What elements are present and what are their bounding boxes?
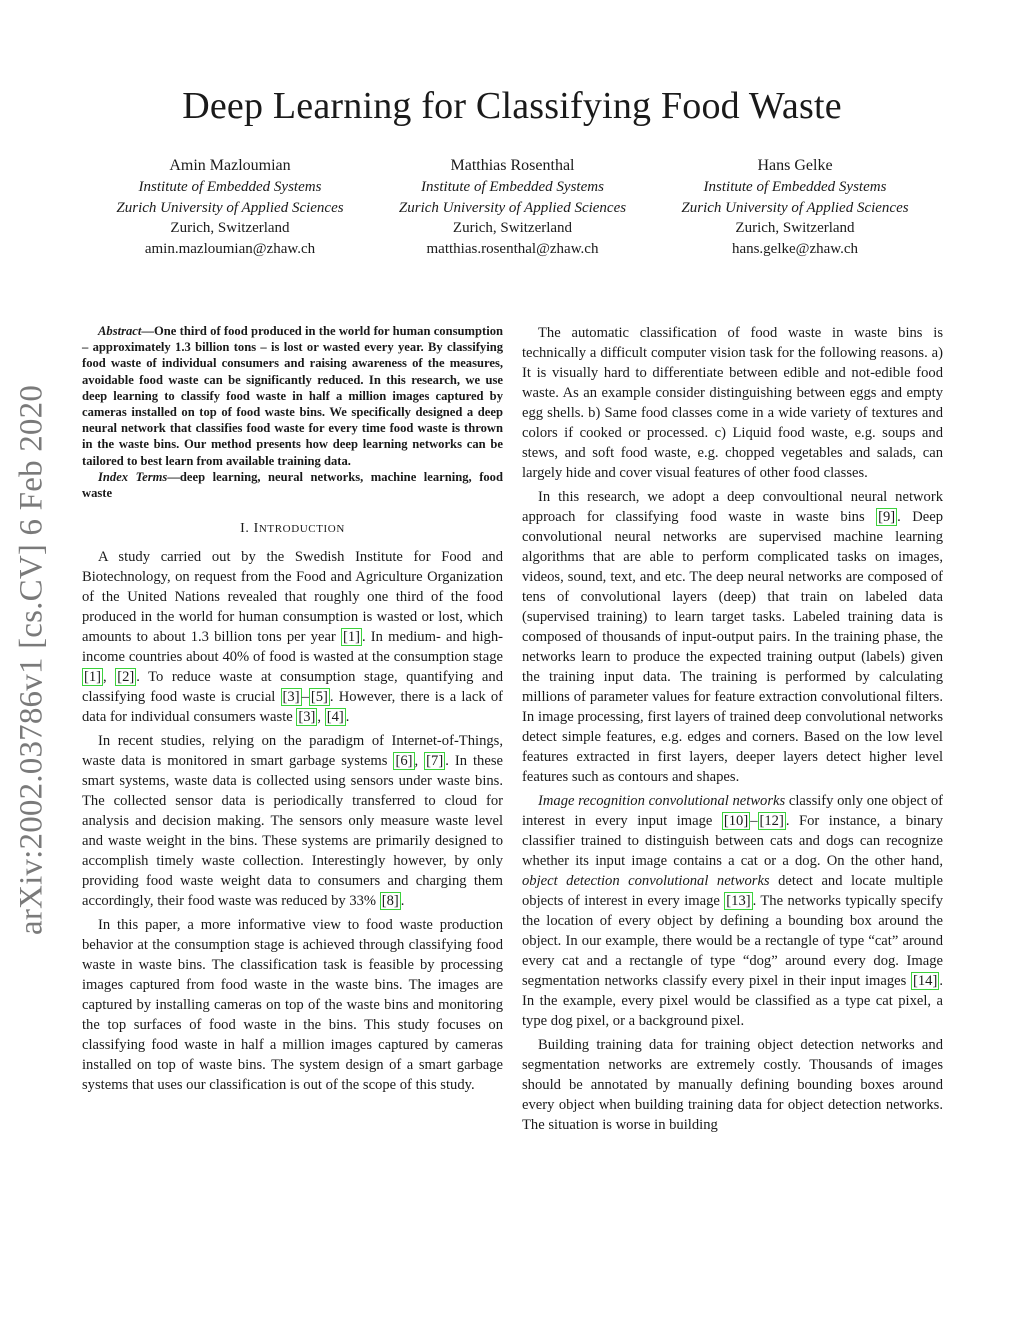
text-run: . For instance, a binary classifier trained to distinguish between cats and dogs can recognize whether its input image contains a cat or a dog. On the other hand, xyxy=(522,813,943,869)
abstract-lead: Abstract xyxy=(98,324,142,338)
text-run: In recent studies, relying on the paradigm of Internet-of-Things, waste data is monitored in smart garbage systems xyxy=(82,733,503,770)
citation-link[interactable]: [9] xyxy=(878,509,896,525)
text-run: – xyxy=(301,689,309,706)
text-run: . xyxy=(345,709,350,726)
author-3 xyxy=(655,155,935,259)
citation-link[interactable]: [5] xyxy=(310,689,328,706)
right-paragraph-1: The automatic classification of food waste in waste bins is technically a difficult computer vision task for the following reasons. a) It is visually hard to differentiate between edible and not-edible food waste. As an example consider distinguishing between eggs and empty egg shells. b) Same food classes come in a wide variety of textures and colors if cooked or processed. c) Liquid food waste, e.g. soups and stews, and soft food waste, e.g. chopped vegetables and salads, can largely hide and cover visual features of other food classes. xyxy=(522,325,943,481)
author-1 xyxy=(90,155,370,259)
text-run: , xyxy=(317,709,325,726)
text-run: . The networks typically specify the location of every object by defining a bounding box around the object. In our example, there would be a rectangle of type “cat” around every cat and a rectangle of type “dog” around every dog. Image segmentation networks classify every pixel in their input images xyxy=(522,893,943,989)
index-terms xyxy=(82,469,503,501)
intro-paragraph-1 xyxy=(82,547,503,727)
right-column xyxy=(522,323,943,1139)
author-institute: Institute of Embedded Systems xyxy=(421,179,604,195)
author-email: matthias.rosenthal@zhaw.ch xyxy=(426,240,599,257)
section-initial: I xyxy=(253,521,259,537)
text-run: , xyxy=(414,753,425,770)
citation-link[interactable]: [1] xyxy=(342,629,360,646)
intro-paragraph-3: In this paper, a more informative view to food waste production behavior at the consumption stage is achieved through classifying food waste in waste bins. The classification task is feasible by processing images captured from food waste in the waste bins. The images are captured by installing cameras on top of the waste bins and monitoring the top surfaces of food waste in the bins. This study focuses on classifying food waste in half a million images captured by cameras installed on top of waste bins. The system design of a smart garbage systems that uses our classification is out of the scope of this study. xyxy=(82,917,503,1094)
section-rest: NTRODUCTION xyxy=(258,523,345,536)
author-university: Zurich University of Applied Sciences xyxy=(116,199,344,216)
citation-link[interactable]: [7] xyxy=(426,753,444,770)
citation-link[interactable]: [3] xyxy=(298,709,316,726)
citation-link[interactable]: [2] xyxy=(117,669,135,686)
author-location: Zurich, Switzerland xyxy=(452,220,573,236)
abstract-text: —One third of food produced in the world for human consumption – approximately 1.3 billion tons – is lost or wasted every year. By classifying food waste of individual consumers and raising awareness of the measures, avoidable food waste can be significantly reduced. In this research, we use deep learning to classify food waste in half a million images captured by cameras installed on top of food waste bins. We specifically designed a deep neural network that classifies food waste for every time food waste is thrown in the waste bins. Our method presents how deep learning networks can be tailored to best learn from available training data. xyxy=(82,324,503,468)
text-run: . However, there is a lack of data for individual consumers waste xyxy=(82,689,503,726)
citation-link[interactable]: [13] xyxy=(726,893,751,909)
text-run: . In the example, every pixel would be classified as a type cat pixel, a type dog pixel, or a background pixel. xyxy=(522,973,943,1029)
right-paragraph-3 xyxy=(522,791,943,1031)
text-run: , xyxy=(103,669,116,686)
citation-link[interactable]: [6] xyxy=(395,753,413,770)
right-paragraph-2 xyxy=(522,487,943,787)
author-block xyxy=(90,155,935,259)
left-column xyxy=(82,323,503,1099)
index-terms-lead: Index Terms xyxy=(98,469,168,484)
author-email: hans.gelke@zhaw.ch xyxy=(731,240,859,257)
emphasis-term: object detection convolutional networks xyxy=(522,873,770,889)
author-institute: Institute of Embedded Systems xyxy=(138,179,322,195)
section-number: I. xyxy=(240,521,254,537)
text-run: – xyxy=(750,813,758,829)
citation-link[interactable]: [1] xyxy=(84,669,102,686)
author-name: Matthias Rosenthal xyxy=(450,157,575,174)
paper-title: Deep Learning for Classifying Food Waste xyxy=(182,85,842,127)
author-name: Amin Mazloumian xyxy=(169,157,291,174)
text-run: . Deep convolutional neural networks are supervised machine learning algorithms that are able to perform complicated tasks on images, videos, sound, text, and etc. The deep neural networks are composed of tens of convolutional layers (deep) that train on labeled data (supervised training) to learn target tasks. Labeled training data is composed of thousands of input-output pairs. In the training phase, the networks learn to produce the expected training output (labels) given the training input data. The training is performed by calculating millions of parameter values for feature extraction convolutional filters. In image processing, first layers of trained deep convolutional networks detect simple features, e.g. edges and corners. Based on the low level features extracted in first layers, deeper layers detect higher level features such as contours and shapes. xyxy=(522,509,943,785)
intro-paragraph-2 xyxy=(82,731,503,911)
citation-link[interactable]: [3] xyxy=(282,689,300,706)
author-institute: Institute of Embedded Systems xyxy=(703,179,887,195)
text-run: . In these smart systems, waste data is collected using sensors under waste bins. The collected sensor data is periodically transferred to cloud for analysis and decision making. The sensors only measure waste level and waste weight in the bins. These systems are primarily designed to accomplish timely waste collection. Interestingly however, by only providing food waste weight data to consumers and charging them accordingly, their food waste was reduced by 33% xyxy=(82,753,503,910)
arxiv-identifier-stamp: arXiv:2002.03786v1 [cs.CV] 6 Feb 2020 xyxy=(13,385,50,936)
text-run: classify only one object of interest in every input image xyxy=(522,793,944,829)
author-location: Zurich, Switzerland xyxy=(735,220,855,236)
abstract xyxy=(82,323,503,469)
citation-link[interactable]: [8] xyxy=(381,893,399,910)
text-run: . xyxy=(400,893,405,910)
text-run: In this research, we adopt a deep convoultional neural network approach for classifying food waste in waste bins xyxy=(522,489,943,525)
citation-link[interactable]: [14] xyxy=(913,973,938,989)
index-terms-text: —deep learning, neural networks, machine learning, food waste xyxy=(82,469,503,501)
section-heading-introduction xyxy=(82,519,503,539)
author-location: Zurich, Switzerland xyxy=(170,220,290,236)
text-run: . In medium- and high-income countries about 40% of food is wasted at the consumption stage xyxy=(82,629,504,666)
author-university: Zurich University of Applied Sciences xyxy=(681,199,909,216)
text-run: A study carried out by the Swedish Institute for Food and Biotechnology, on request from the Food and Agriculture Organization of the United Nations revealed that roughly one third of the food produced in the world for human consumption is wasted or lost, which amounts to about 1.3 billion tons per year xyxy=(82,549,503,646)
text-run: detect and locate multiple objects of interest in every image xyxy=(522,873,944,909)
author-name: Hans Gelke xyxy=(757,157,833,174)
author-university: Zurich University of Applied Sciences xyxy=(398,199,627,216)
citation-link[interactable]: [4] xyxy=(326,709,344,726)
citation-link[interactable]: [10] xyxy=(723,813,749,829)
emphasis-term: Image recognition convolutional networks xyxy=(538,793,786,809)
citation-link[interactable]: [12] xyxy=(759,813,784,829)
right-paragraph-4: Building training data for training object detection networks and segmentation networks are extremely costly. Thousands of images should be annotated by manually defining bounding boxes around every object when building training data for object detection networks. The situation is worse in building xyxy=(522,1037,943,1133)
author-email: amin.mazloumian@zhaw.ch xyxy=(144,240,316,257)
text-run: . To reduce waste at consumption stage, quantifying and classifying food waste is crucial xyxy=(82,669,504,706)
author-2 xyxy=(373,155,653,259)
